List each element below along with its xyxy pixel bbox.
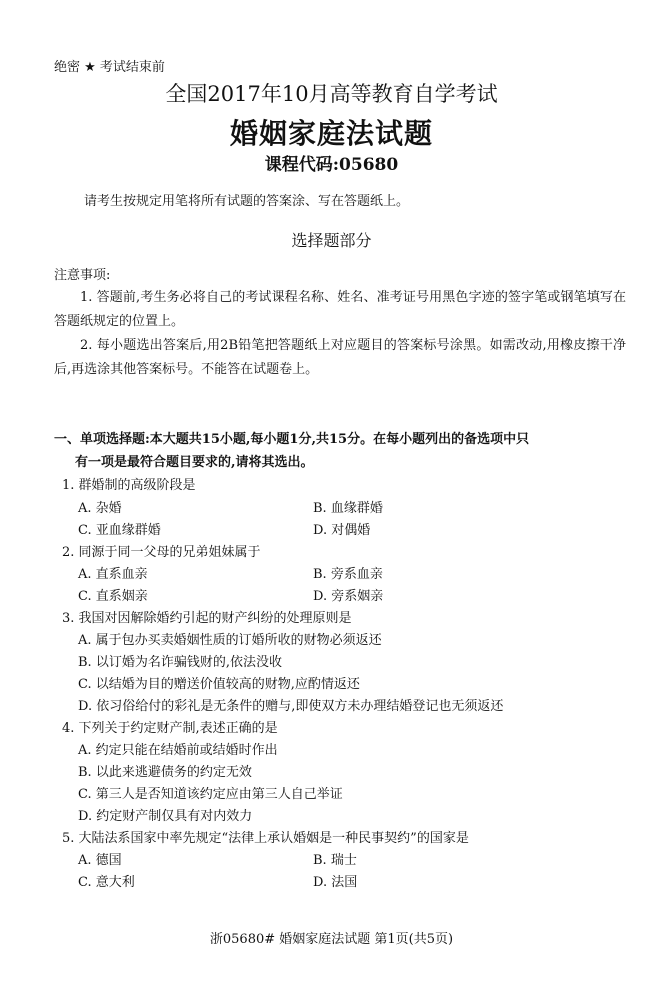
question-5-option-a: A. 德国 xyxy=(78,853,122,868)
question-1-option-a: A. 杂婚 xyxy=(78,501,122,516)
section-heading-line2: 有一项是最符合题目要求的,请将其选出。 xyxy=(75,455,314,470)
section-heading xyxy=(54,428,634,474)
question-1-stem: 1. 群婚制的高级阶段是 xyxy=(62,478,196,493)
question-2-option-b: B. 旁系血亲 xyxy=(313,567,383,582)
course-code: 课程代码:05680 xyxy=(264,155,399,175)
question-5-option-b: B. 瑞士 xyxy=(313,853,357,868)
confidential-mark: 绝密 ★ 考试结束前 xyxy=(54,60,165,75)
question-2-option-a: A. 直系血亲 xyxy=(78,567,148,582)
part-title: 选择题部分 xyxy=(291,231,372,250)
question-1-option-d: D. 对偶婚 xyxy=(313,523,371,538)
subject-title: 婚姻家庭法试题 xyxy=(229,117,433,150)
section-heading-line1: 一、单项选择题:本大题共15小题,每小题1分,共15分。在每小题列出的备选项中只 xyxy=(54,432,530,447)
question-4-option-d: D. 约定财产制仅具有对内效力 xyxy=(78,809,253,824)
question-2-option-c: C. 直系姻亲 xyxy=(78,589,148,604)
question-4-option-c: C. 第三人是否知道该约定应由第三人自己举证 xyxy=(78,787,343,802)
question-2-stem: 2. 同源于同一父母的兄弟姐妹属于 xyxy=(62,545,261,560)
question-3-option-b: B. 以订婚为名诈骗钱财的,依法没收 xyxy=(78,655,282,670)
question-3-option-c: C. 以结婚为目的赠送价值较高的财物,应酌情返还 xyxy=(78,677,360,692)
page-footer: 浙05680# 婚姻家庭法试题 第1页(共5页) xyxy=(209,932,454,947)
question-3-option-a: A. 属于包办买卖婚姻性质的订婚所收的财物必须返还 xyxy=(78,633,382,648)
question-5-option-d: D. 法国 xyxy=(313,875,358,890)
question-1-option-c: C. 亚血缘群婚 xyxy=(78,523,161,538)
exam-title: 全国2017年10月高等教育自学考试 xyxy=(165,82,498,106)
question-2-option-d: D. 旁系姻亲 xyxy=(313,589,384,604)
question-4-option-b: B. 以此来逃避债务的约定无效 xyxy=(78,765,252,780)
notes-heading: 注意事项: xyxy=(54,268,111,283)
answer-instruction: 请考生按规定用笔将所有试题的答案涂、写在答题纸上。 xyxy=(84,194,410,209)
question-5-option-c: C. 意大利 xyxy=(78,875,135,890)
question-4-option-a: A. 约定只能在结婚前或结婚时作出 xyxy=(78,743,278,758)
question-3-option-d: D. 依习俗给付的彩礼是无条件的赠与,即使双方未办理结婚登记也无须返还 xyxy=(78,699,504,714)
question-4-stem: 4. 下列关于约定财产制,表述正确的是 xyxy=(62,721,278,736)
question-1-option-b: B. 血缘群婚 xyxy=(313,501,383,516)
question-3-stem: 3. 我国对因解除婚约引起的财产纠纷的处理原则是 xyxy=(62,611,352,626)
note-item-1: 1. 答题前,考生务必将自己的考试课程名称、姓名、准考证号用黑色字迹的签字笔或钢笔填写在答题纸规定的位置上。 xyxy=(54,290,626,329)
note-item-2: 2. 每小题选出答案后,用2B铅笔把答题纸上对应题目的答案标号涂黑。如需改动,用橡皮擦干净后,再选涂其他答案标号。不能答在试题卷上。 xyxy=(54,338,626,377)
question-5-stem: 5. 大陆法系国家中率先规定“法律上承认婚姻是一种民事契约”的国家是 xyxy=(62,831,469,846)
